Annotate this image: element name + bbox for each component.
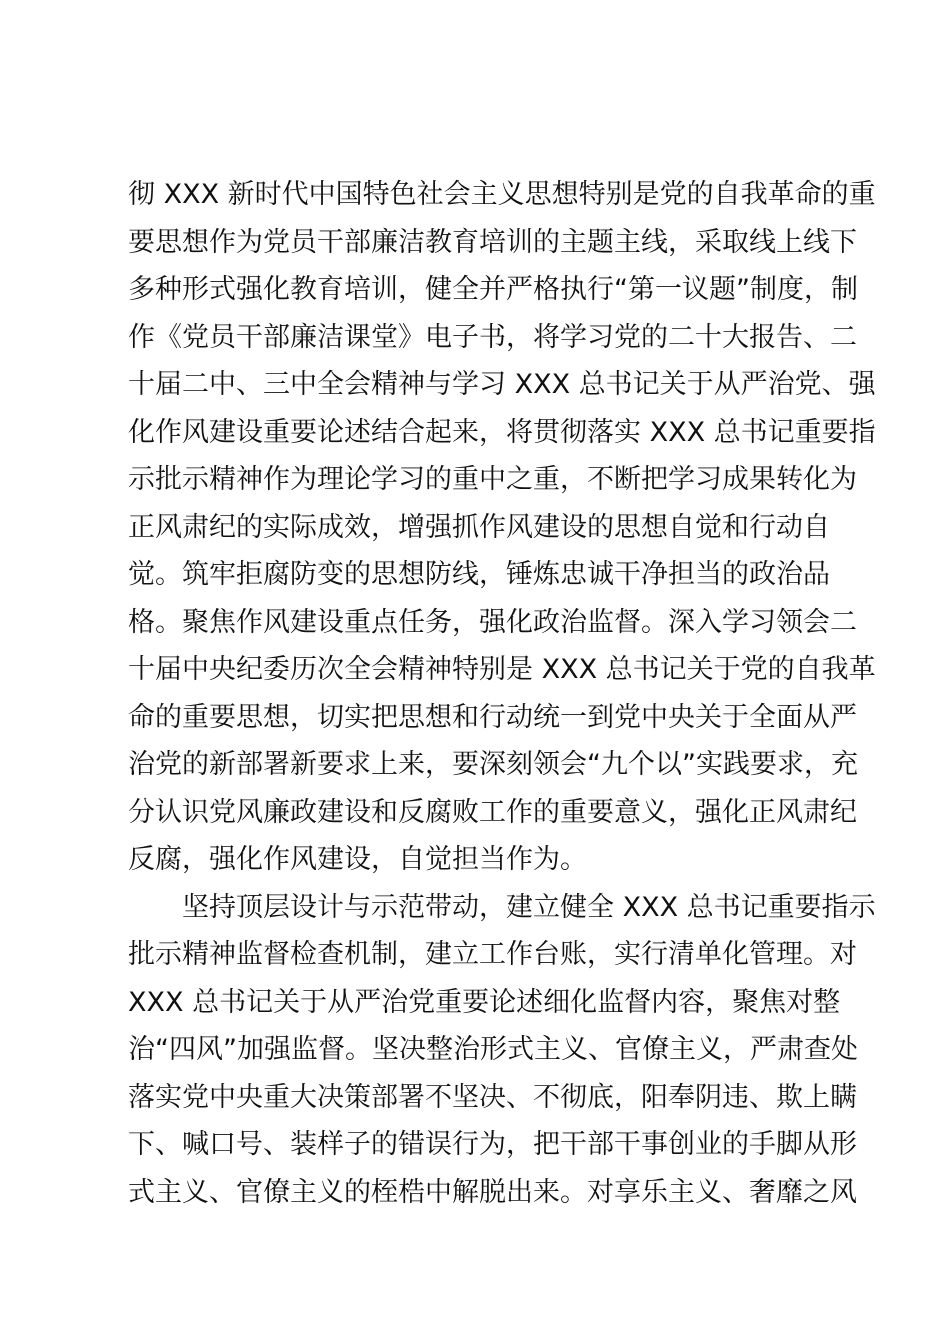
text-line: 十届二中、三中全会精神与学习 XXX 总书记关于从严治党、强	[128, 369, 876, 400]
text-line: 彻 XXX 新时代中国特色社会主义思想特别是党的自我革命的重	[128, 179, 876, 210]
text-line: 命的重要思想，切实把思想和行动统一到党中央关于全面从严	[128, 701, 857, 733]
text-line: 示批示精神作为理论学习的重中之重，不断把学习成果转化为	[128, 464, 857, 495]
text-line: 式主义、官僚主义的桎梏中解脱出来。对享乐主义、奢靡之风	[128, 1176, 857, 1208]
text-line: 治“四风”加强监督。坚决整治形式主义、官僚主义，严肃查处	[128, 1034, 858, 1065]
text-line: 作《党员干部廉洁课堂》电子书，将学习党的二十大报告、二	[128, 321, 857, 353]
text-line: 反腐，强化作风建设，自觉担当作为。	[128, 844, 587, 875]
text-line: 治党的新部署新要求上来，要深刻领会“九个以”实践要求，充	[128, 749, 858, 780]
text-line: 坚持顶层设计与示范带动，建立健全 XXX 总书记重要指示	[182, 891, 876, 923]
text-line: 觉。筑牢拒腐防变的思想防线，锤炼忠诚干净担当的政治品	[128, 559, 830, 590]
text-line: 落实党中央重大决策部署不坚决、不彻底，阳奉阴违、欺上瞒	[128, 1081, 857, 1113]
text-line: 十届中央纪委历次全会精神特别是 XXX 总书记关于党的自我革	[128, 654, 876, 685]
text-line: 多种形式强化教育培训，健全并严格执行“第一议题”制度，制	[128, 274, 858, 305]
text-line: 化作风建设重要论述结合起来，将贯彻落实 XXX 总书记重要指	[128, 416, 876, 448]
text-line: 正风肃纪的实际成效，增强抓作风建设的思想自觉和行动自	[128, 511, 830, 543]
document-body	[128, 171, 876, 1216]
text-line: 下、喊口号、装样子的错误行为，把干部干事创业的手脚从形	[128, 1129, 857, 1160]
paragraph-1	[128, 171, 876, 884]
text-line: XXX 总书记关于从严治党重要论述细化监督内容，聚焦对整	[128, 986, 841, 1018]
text-line: 分认识党风廉政建设和反腐败工作的重要意义，强化正风肃纪	[128, 796, 857, 828]
text-line: 格。聚焦作风建设重点任务，强化政治监督。深入学习领会二	[128, 606, 857, 638]
paragraph-2	[128, 884, 876, 1217]
text-line: 要思想作为党员干部廉洁教育培训的主题主线，采取线上线下	[128, 226, 857, 258]
text-line: 批示精神监督检查机制，建立工作台账，实行清单化管理。对	[128, 939, 857, 970]
